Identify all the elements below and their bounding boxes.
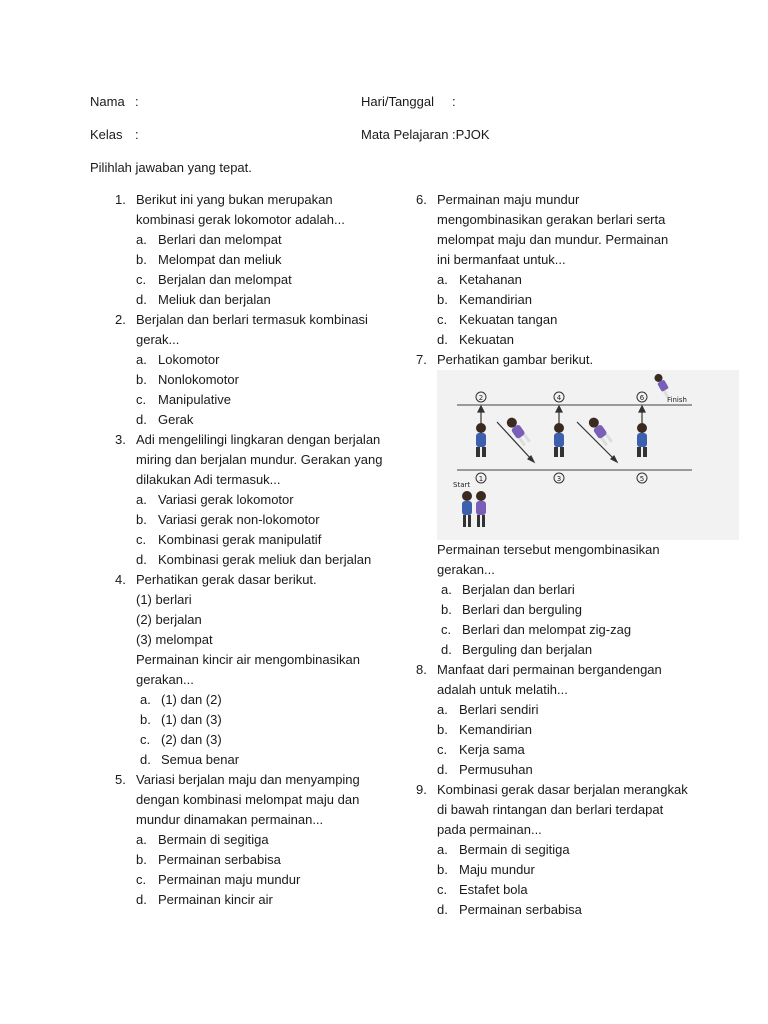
option-text: Kemandirian xyxy=(459,292,532,307)
option-letter: c. xyxy=(437,882,448,897)
option-text: (2) dan (3) xyxy=(161,732,222,747)
option-text: Berguling dan berjalan xyxy=(462,642,593,657)
question-text: dengan kombinasi melompat maju dan xyxy=(136,792,360,807)
right-column xyxy=(391,190,739,920)
option-letter: d. xyxy=(437,332,448,347)
game-figure xyxy=(437,370,739,540)
option-text: Bermain di segitiga xyxy=(158,832,269,847)
question-text: (2) berjalan xyxy=(136,612,202,627)
question-text: miring dan berjalan mundur. Gerakan yang xyxy=(136,452,383,467)
question-number: 8. xyxy=(416,662,427,677)
option-text: Permainan maju mundur xyxy=(158,872,301,887)
question-5 xyxy=(90,770,382,910)
option-text: (1) dan (2) xyxy=(161,692,222,707)
option-letter: d. xyxy=(136,552,147,567)
question-text: di bawah rintangan dan berlari terdapat xyxy=(437,802,664,817)
option-text: Berjalan dan melompat xyxy=(158,272,292,287)
question-text: Permainan tersebut mengombinasikan xyxy=(437,542,660,557)
question-text: kombinasi gerak lokomotor adalah... xyxy=(136,212,345,227)
question-text: (3) melompat xyxy=(136,632,213,647)
option-text: Permainan serbabisa xyxy=(459,902,582,917)
option-text: Kekuatan xyxy=(459,332,514,347)
option-letter: a. xyxy=(140,692,151,707)
option-letter: b. xyxy=(140,712,151,727)
kelas-label: Kelas xyxy=(90,127,123,142)
question-text: gerakan... xyxy=(136,672,194,687)
marker-1: 1 xyxy=(478,475,484,483)
option-text: Berjalan dan berlari xyxy=(462,582,575,597)
option-text: Kombinasi gerak manipulatif xyxy=(158,532,322,547)
question-text: Permainan kincir air mengombinasikan xyxy=(136,652,360,667)
option-text: Gerak xyxy=(158,412,194,427)
question-7 xyxy=(391,350,739,660)
option-letter: b. xyxy=(437,862,448,877)
option-text: Berlari dan melompat xyxy=(158,232,282,247)
zigzag-game-illustration xyxy=(437,370,739,540)
question-number: 1. xyxy=(115,192,126,207)
option-text: Kombinasi gerak meliuk dan berjalan xyxy=(158,552,372,567)
hari-tanggal-colon: : xyxy=(452,94,456,109)
option-letter: c. xyxy=(136,272,147,287)
hari-tanggal-label: Hari/Tanggal xyxy=(361,94,434,109)
option-text: Semua benar xyxy=(161,752,240,767)
marker-4: 4 xyxy=(556,394,562,402)
marker-2: 2 xyxy=(478,394,484,402)
marker-5: 5 xyxy=(639,475,645,483)
question-text: Perhatikan gambar berikut. xyxy=(437,352,594,367)
option-letter: d. xyxy=(136,292,147,307)
option-text: Lokomotor xyxy=(158,352,220,367)
question-text: Kombinasi gerak dasar berjalan merangkak xyxy=(437,782,688,797)
option-text: Berlari dan berguling xyxy=(462,602,582,617)
option-letter: a. xyxy=(136,352,147,367)
question-text: Berjalan dan berlari termasuk kombinasi xyxy=(136,312,368,327)
question-text: Adi mengelilingi lingkaran dengan berjalan xyxy=(136,432,381,447)
option-letter: a. xyxy=(136,492,147,507)
mata-pelajaran-value: :PJOK xyxy=(452,127,490,142)
option-text: Permainan serbabisa xyxy=(158,852,281,867)
option-text: Variasi gerak non-lokomotor xyxy=(158,512,320,527)
question-8 xyxy=(391,660,739,780)
option-letter: c. xyxy=(136,872,147,887)
option-text: Berlari dan melompat zig-zag xyxy=(462,622,632,637)
question-6 xyxy=(391,190,739,350)
option-letter: b. xyxy=(136,512,147,527)
option-text: Berlari sendiri xyxy=(459,702,539,717)
option-letter: a. xyxy=(437,272,448,287)
option-letter: d. xyxy=(136,412,147,427)
option-text: (1) dan (3) xyxy=(161,712,222,727)
start-label: Start xyxy=(453,481,471,489)
question-text: adalah untuk melatih... xyxy=(437,682,568,697)
option-text: Bermain di segitiga xyxy=(459,842,570,857)
option-text: Estafet bola xyxy=(459,882,528,897)
question-text: Variasi berjalan maju dan menyamping xyxy=(136,772,360,787)
option-letter: d. xyxy=(441,642,452,657)
question-3 xyxy=(90,430,382,570)
option-letter: c. xyxy=(136,392,147,407)
option-letter: b. xyxy=(136,252,147,267)
question-number: 5. xyxy=(115,772,126,787)
option-letter: b. xyxy=(136,372,147,387)
option-text: Permusuhan xyxy=(459,762,533,777)
option-letter: c. xyxy=(437,312,448,327)
option-letter: b. xyxy=(437,722,448,737)
question-text: Manfaat dari permainan bergandengan xyxy=(437,662,662,677)
option-letter: a. xyxy=(136,232,147,247)
option-text: Manipulative xyxy=(158,392,231,407)
option-letter: c. xyxy=(136,532,147,547)
option-letter: a. xyxy=(437,842,448,857)
left-column xyxy=(90,190,382,910)
finish-label: Finish xyxy=(667,396,687,404)
question-text: Perhatikan gerak dasar berikut. xyxy=(136,572,317,587)
option-letter: d. xyxy=(140,752,151,767)
marker-6: 6 xyxy=(639,394,645,402)
question-text: gerakan... xyxy=(437,562,495,577)
option-letter: c. xyxy=(140,732,151,747)
option-letter: c. xyxy=(441,622,452,637)
question-number: 6. xyxy=(416,192,427,207)
option-letter: b. xyxy=(136,852,147,867)
option-letter: b. xyxy=(441,602,452,617)
option-text: Meliuk dan berjalan xyxy=(158,292,271,307)
instruction-text: Pilihlah jawaban yang tepat. xyxy=(90,160,252,175)
question-text: pada permainan... xyxy=(437,822,542,837)
option-letter: a. xyxy=(437,702,448,717)
option-text: Kemandirian xyxy=(459,722,532,737)
question-number: 7. xyxy=(416,352,427,367)
question-1 xyxy=(90,190,382,310)
option-text: Melompat dan meliuk xyxy=(158,252,282,267)
option-text: Kekuatan tangan xyxy=(459,312,558,327)
option-text: Nonlokomotor xyxy=(158,372,239,387)
question-text: ini bermanfaat untuk... xyxy=(437,252,566,267)
question-text: gerak... xyxy=(136,332,180,347)
option-letter: a. xyxy=(136,832,147,847)
question-number: 9. xyxy=(416,782,427,797)
option-text: Ketahanan xyxy=(459,272,522,287)
mata-pelajaran-label: Mata Pelajaran xyxy=(361,127,449,142)
question-text: melompat maju dan mundur. Permainan xyxy=(437,232,669,247)
question-text: mundur dinamakan permainan... xyxy=(136,812,324,827)
question-number: 4. xyxy=(115,572,126,587)
question-2 xyxy=(90,310,382,430)
question-number: 3. xyxy=(115,432,126,447)
question-text: mengombinasikan gerakan berlari serta xyxy=(437,212,666,227)
question-4 xyxy=(90,570,382,770)
option-letter: c. xyxy=(437,742,448,757)
nama-colon: : xyxy=(135,94,139,109)
question-text: Berikut ini yang bukan merupakan xyxy=(136,192,333,207)
option-letter: b. xyxy=(437,292,448,307)
nama-label: Nama xyxy=(90,94,125,109)
option-letter: a. xyxy=(441,582,452,597)
option-text: Maju mundur xyxy=(459,862,535,877)
option-text: Kerja sama xyxy=(459,742,525,757)
question-number: 2. xyxy=(115,312,126,327)
kelas-colon: : xyxy=(135,127,139,142)
question-text: Permainan maju mundur xyxy=(437,192,580,207)
question-text: dilakukan Adi termasuk... xyxy=(136,472,281,487)
question-text: (1) berlari xyxy=(136,592,192,607)
option-text: Variasi gerak lokomotor xyxy=(158,492,294,507)
option-letter: d. xyxy=(437,902,448,917)
option-letter: d. xyxy=(437,762,448,777)
marker-3: 3 xyxy=(556,475,562,483)
question-9 xyxy=(391,780,739,920)
option-text: Permainan kincir air xyxy=(158,892,273,907)
option-letter: d. xyxy=(136,892,147,907)
